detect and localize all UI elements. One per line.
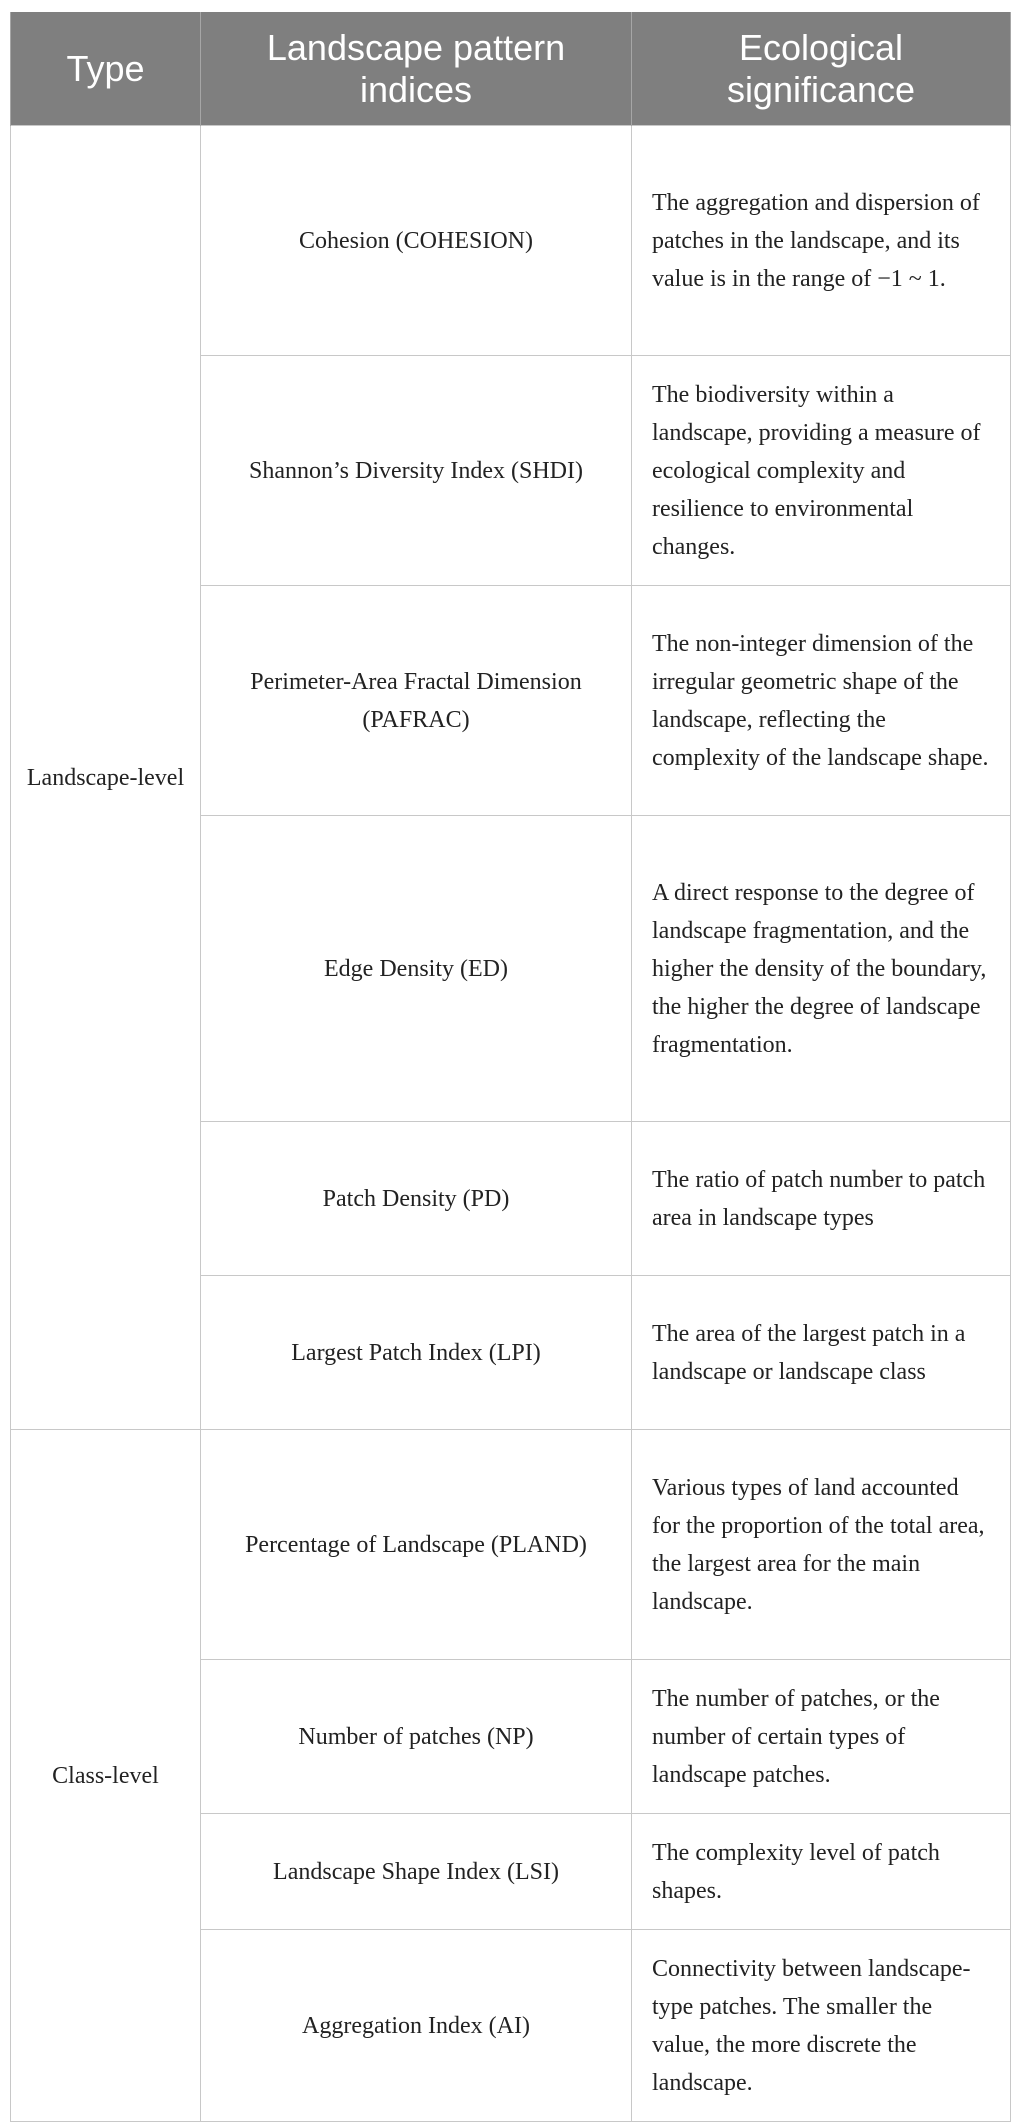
significance-cell: Various types of land accounted for the proportion of the total area, the largest area for the main landscape. — [632, 1430, 1011, 1660]
significance-cell: The non-integer dimension of the irregular geometric shape of the landscape, reflecting the complexity of the landscape shape. — [632, 586, 1011, 816]
header-row — [11, 12, 1011, 126]
table-row — [11, 126, 1011, 356]
significance-cell: The area of the largest patch in a landscape or landscape class — [632, 1276, 1011, 1430]
header-type: Type — [11, 12, 201, 126]
significance-cell: The biodiversity within a landscape, providing a measure of ecological complexity and resilience to environmental changes. — [632, 356, 1011, 586]
index-cell: Edge Density (ED) — [201, 816, 632, 1122]
index-cell: Aggregation Index (AI) — [201, 1930, 632, 2122]
index-cell: Perimeter-Area Fractal Dimension (PAFRAC) — [201, 586, 632, 816]
indices-table-container — [10, 12, 1010, 2122]
significance-cell: The complexity level of patch shapes. — [632, 1814, 1011, 1930]
significance-cell: The ratio of patch number to patch area in landscape types — [632, 1122, 1011, 1276]
significance-cell: The number of patches, or the number of certain types of landscape patches. — [632, 1660, 1011, 1814]
header-indices: Landscape pattern indices — [201, 12, 632, 126]
index-cell: Largest Patch Index (LPI) — [201, 1276, 632, 1430]
significance-cell: A direct response to the degree of landscape fragmentation, and the higher the density of the boundary, the higher the degree of landscape fragmentation. — [632, 816, 1011, 1122]
table-header — [11, 12, 1011, 126]
table-row — [11, 1430, 1011, 1660]
type-cell-class-level: Class-level — [11, 1430, 201, 2122]
landscape-indices-table — [10, 12, 1011, 2122]
significance-cell: The aggregation and dispersion of patches in the landscape, and its value is in the range of −1 ~ 1. — [632, 126, 1011, 356]
index-cell: Percentage of Landscape (PLAND) — [201, 1430, 632, 1660]
index-cell: Shannon’s Diversity Index (SHDI) — [201, 356, 632, 586]
index-cell: Cohesion (COHESION) — [201, 126, 632, 356]
index-cell: Landscape Shape Index (LSI) — [201, 1814, 632, 1930]
significance-cell: Connectivity between landscape-type patches. The smaller the value, the more discrete the landscape. — [632, 1930, 1011, 2122]
type-cell-landscape-level: Landscape-level — [11, 126, 201, 1430]
index-cell: Number of patches (NP) — [201, 1660, 632, 1814]
table-body — [11, 126, 1011, 2122]
header-significance: Ecological significance — [632, 12, 1011, 126]
index-cell: Patch Density (PD) — [201, 1122, 632, 1276]
